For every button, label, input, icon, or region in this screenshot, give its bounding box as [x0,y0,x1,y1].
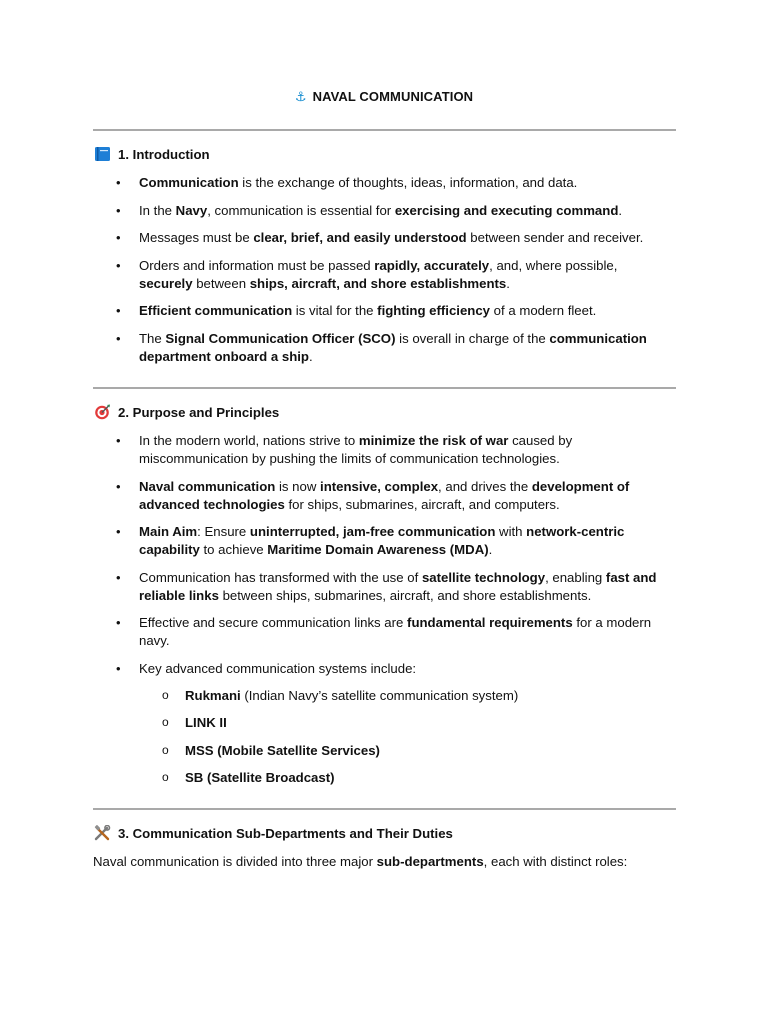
bold-text: fighting efficiency [377,303,491,318]
sub-list-item [139,714,673,732]
text-run: Key advanced communication systems include: [139,660,417,676]
bold-text: Naval communication [139,478,276,494]
list-item [93,660,673,788]
text-run: to achieve [199,542,268,557]
text-run: is overall in charge of the [395,330,550,346]
bold-text: Rukmani [185,687,241,703]
list-item [93,174,673,192]
text-run: of a modern fleet. [490,303,597,318]
text-run: In the modern world, nations strive to [139,433,359,448]
text-run: with [495,524,527,539]
bold-text: fast and reliable links [139,569,657,603]
list-item [93,202,673,220]
bold-text: uninterrupted, jam-free communication [249,524,496,539]
text-run: , each with distinct roles: [483,854,628,869]
text-run: . [488,542,493,557]
list-item [93,614,673,650]
bold-text: securely [139,275,193,291]
document-title-text: NAVAL COMMUNICATION [312,89,474,104]
section-heading-text: 2. Purpose and Principles [118,404,280,420]
text-run: caused by miscommunication by pushing the limits of communication technologies. [139,433,573,466]
bold-text: development of advanced technologies [139,478,630,512]
bold-text: exercising and executing command [394,202,619,218]
list-item [93,478,673,514]
bold-text: MSS (Mobile Satellite Services) [185,742,380,758]
bold-text: rapidly, accurately [374,257,490,273]
section-heading-purpose [94,404,279,420]
sub-list-item [139,687,673,705]
text-run: Effective and secure communication links are [139,615,408,630]
list-item [93,523,673,559]
text-run: Orders and information must be passed [139,257,375,273]
text-run: . [309,348,313,364]
target-icon [94,404,111,420]
section-heading-text: 1. Introduction [118,146,210,162]
section-heading-text: 3. Communication Sub-Departments and Their Duties [118,825,453,841]
bold-text: intensive, complex [320,478,439,494]
bold-text: communication department onboard a ship [139,330,647,364]
bold-text: satellite technology [421,569,546,585]
bold-text: ships, aircraft, and shore establishments [249,275,507,291]
sub-list-item [139,742,673,760]
bold-text: Navy [175,202,208,218]
text-run: Communication has transformed with the use of [139,569,422,585]
bold-text: Communication [139,175,239,190]
bold-text: fundamental requirements [407,615,573,630]
text-run: , enabling [545,569,606,585]
purpose-list [93,432,673,797]
introduction-list [93,174,673,375]
bold-text: SB (Satellite Broadcast) [185,770,335,785]
bold-text: sub-departments [376,854,484,869]
list-item [93,257,673,293]
sub-list [139,687,673,788]
anchor-icon: ⚓ [294,89,307,104]
text-run: for ships, submarines, aircraft, and computers. [284,496,560,512]
text-run: between [192,275,250,291]
text-run: , and, where possible, [489,257,618,273]
divider [93,129,676,131]
list-item [93,302,673,320]
text-run: The [139,330,166,346]
text-run: is now [275,478,321,494]
sub-list-item [139,769,673,787]
text-run: , communication is essential for [207,202,395,218]
subdepartments-intro [93,853,627,871]
bold-text: Main Aim [139,524,198,539]
divider [93,387,676,389]
bold-text: LINK II [185,715,227,730]
bold-text: Maritime Domain Awareness (MDA) [267,542,489,557]
document-title [0,89,768,105]
divider [93,808,676,810]
text-run: . [618,202,623,218]
text-run: is the exchange of thoughts, ideas, information, and data. [238,175,578,190]
bold-text: minimize the risk of war [358,433,509,448]
text-run: Messages must be [139,230,254,245]
bold-text: network-centric capability [139,524,625,557]
bold-text: Signal Communication Officer (SCO) [165,330,396,346]
list-item [93,330,673,366]
bold-text: clear, brief, and easily understood [253,230,467,245]
text-run: between ships, submarines, aircraft, and shore establishments. [218,587,592,603]
tools-icon [94,825,111,841]
list-item [93,569,673,605]
text-run: In the [139,202,176,218]
text-run: , and drives the [438,478,532,494]
blue-book-icon [94,146,111,162]
text-run: is vital for the [292,303,378,318]
list-item [93,432,673,468]
bold-text: Efficient communication [139,303,293,318]
text-run: for a modern navy. [139,615,652,648]
section-heading-introduction [94,146,210,162]
text-run: . [506,275,510,291]
section-heading-subdepartments [94,825,453,841]
text-run: between sender and receiver. [466,230,644,245]
text-run: (Indian Navy’s satellite communication system) [240,687,519,703]
text-run: Naval communication is divided into three major [93,854,377,869]
text-run: : Ensure [197,524,250,539]
list-item [93,229,673,247]
